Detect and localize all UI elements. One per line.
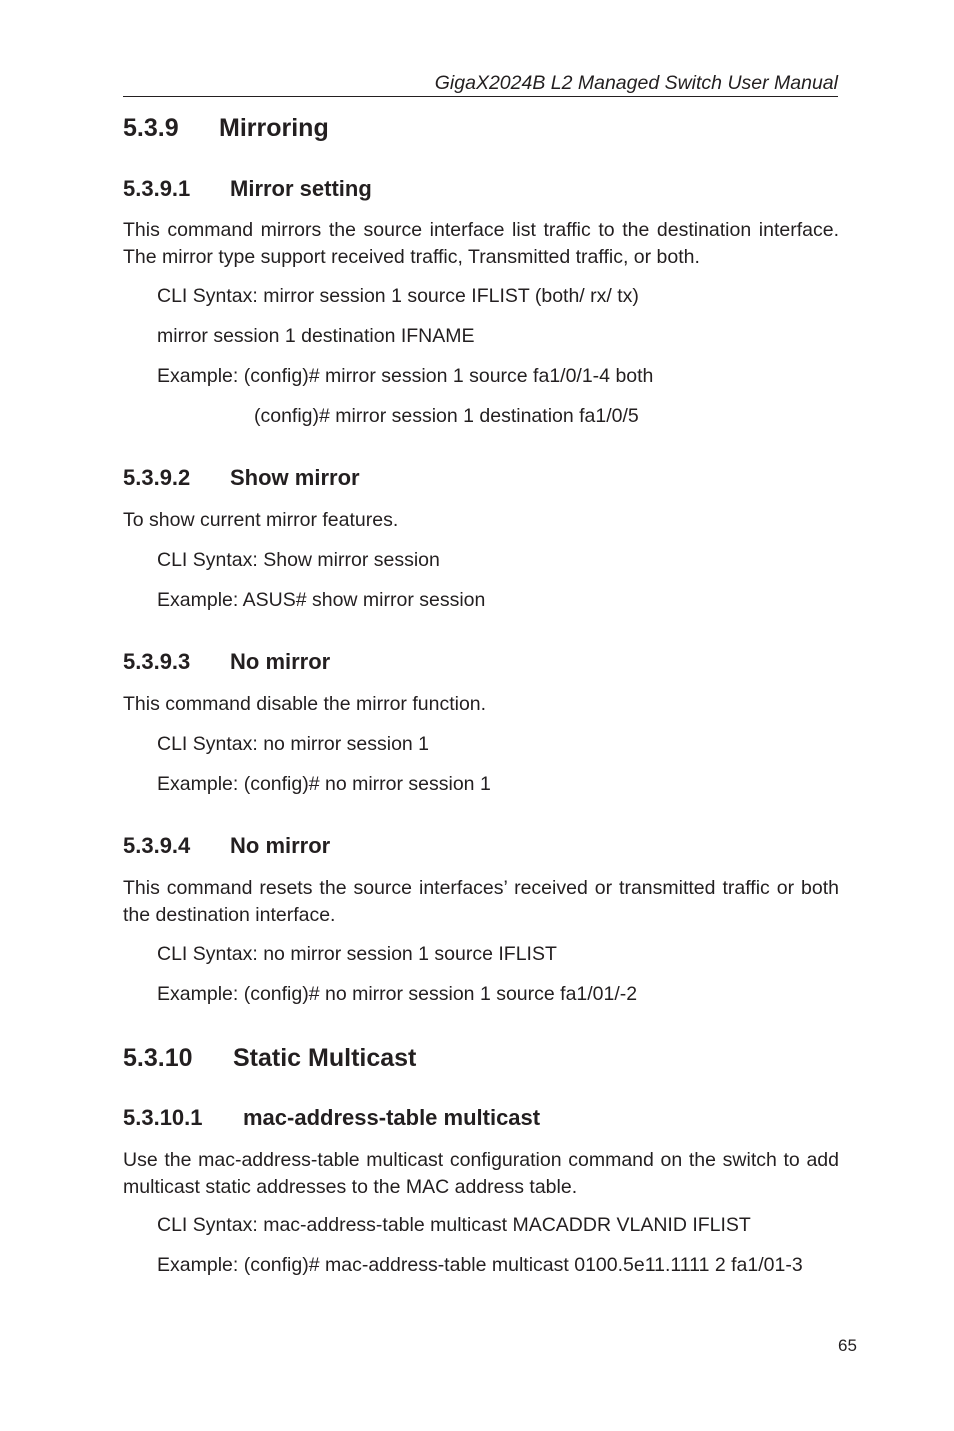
subsection-heading-5-3-9-4	[123, 833, 330, 859]
paragraph-no-mirror-source: This command resets the source interfaces’ received or transmitted traffic or both the destination interface.	[123, 877, 839, 926]
section-number: 5.3.9	[123, 114, 179, 142]
cli-example-continued: (config)# mirror session 1 destination fa1/0/5	[254, 405, 639, 427]
subsection-number: 5.3.9.4	[123, 833, 191, 858]
subsection-heading-5-3-10-1	[123, 1105, 540, 1131]
cli-syntax: CLI Syntax: no mirror session 1 source IFLIST	[157, 943, 557, 965]
cli-example: Example: ASUS# show mirror session	[157, 589, 486, 611]
section-title: Static Multicast	[233, 1044, 417, 1072]
subsection-heading-5-3-9-3	[123, 649, 330, 675]
paragraph-mac-address-table: Use the mac-address-table multicast configuration command on the switch to add multicast static addresses to the MAC address table.	[123, 1149, 839, 1198]
section-heading-5-3-10	[123, 1044, 416, 1073]
section-title: Mirroring	[219, 114, 329, 142]
paragraph-mirror-setting: This command mirrors the source interface list traffic to the destination interface. The mirror type support received traffic, Transmitted traffic, or both.	[123, 219, 839, 268]
cli-syntax-continued: mirror session 1 destination IFNAME	[157, 325, 475, 347]
subsection-title: Mirror setting	[230, 176, 372, 201]
subsection-heading-5-3-9-2	[123, 465, 360, 491]
subsection-title: Show mirror	[230, 465, 360, 490]
section-number: 5.3.10	[123, 1044, 193, 1072]
paragraph-show-mirror: To show current mirror features.	[123, 509, 399, 531]
subsection-number: 5.3.9.3	[123, 649, 191, 674]
subsection-title: mac-address-table multicast	[243, 1105, 541, 1130]
subsection-title: No mirror	[230, 649, 331, 674]
cli-example: Example: (config)# no mirror session 1 source fa1/01/-2	[157, 983, 638, 1005]
cli-syntax: CLI Syntax: mac-address-table multicast MACADDR VLANID IFLIST	[157, 1214, 751, 1236]
cli-example: Example: (config)# mirror session 1 source fa1/0/1-4 both	[157, 365, 654, 387]
subsection-number: 5.3.9.1	[123, 176, 191, 201]
cli-example: Example: (config)# mac-address-table multicast 0100.5e11.1111 2 fa1/01-3	[157, 1254, 803, 1276]
cli-syntax: CLI Syntax: mirror session 1 source IFLIST (both/ rx/ tx)	[157, 285, 639, 307]
subsection-number: 5.3.10.1	[123, 1105, 203, 1130]
subsection-heading-5-3-9-1	[123, 176, 372, 202]
section-heading-5-3-9	[123, 114, 329, 143]
cli-syntax: CLI Syntax: Show mirror session	[157, 549, 440, 571]
header-rule	[123, 96, 838, 97]
paragraph-no-mirror: This command disable the mirror function.	[123, 693, 487, 715]
subsection-number: 5.3.9.2	[123, 465, 191, 490]
running-head: GigaX2024B L2 Managed Switch User Manual	[434, 72, 838, 94]
subsection-title: No mirror	[230, 833, 331, 858]
cli-example: Example: (config)# no mirror session 1	[157, 773, 491, 795]
cli-syntax: CLI Syntax: no mirror session 1	[157, 733, 430, 755]
page-number: 65	[838, 1336, 857, 1355]
